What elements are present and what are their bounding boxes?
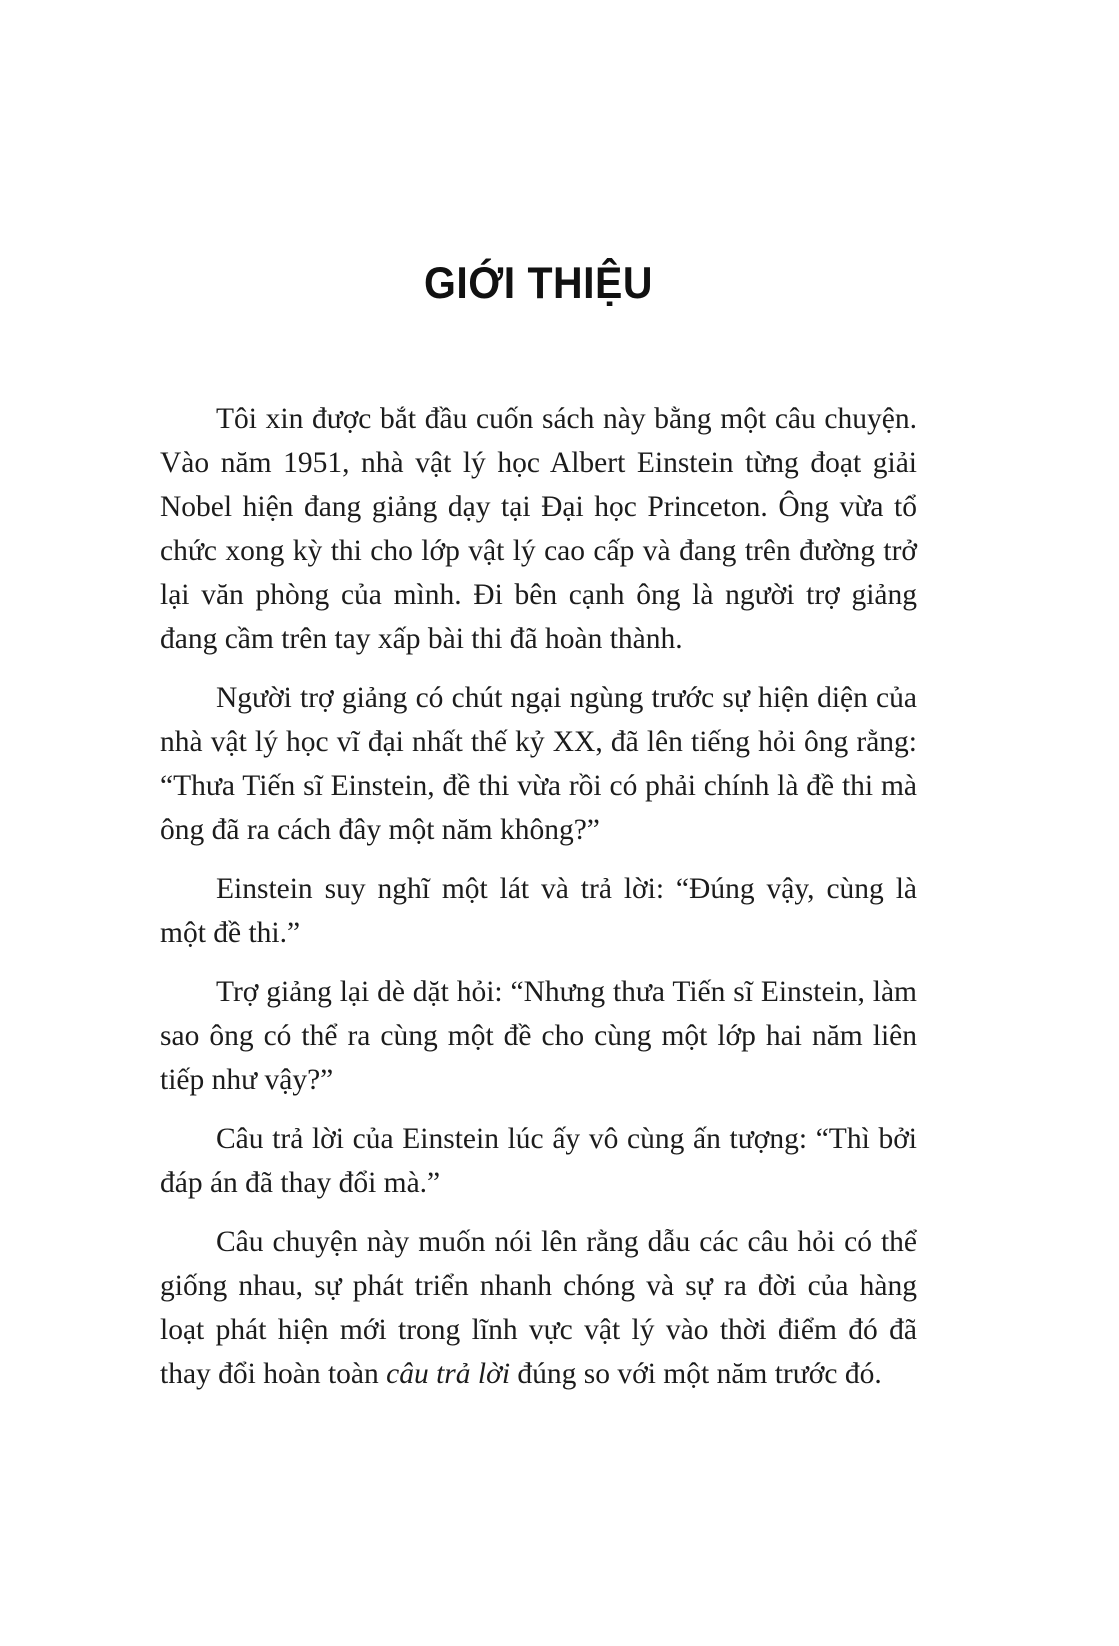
- paragraph-text: Einstein suy nghĩ một lát và trả lời: “Đúng vậy, cùng là một đề thi.”: [160, 873, 917, 949]
- page-title: GIỚI THIỆU: [423, 258, 654, 308]
- paragraph-text-italic: câu trả lời: [386, 1358, 511, 1390]
- paragraph-2: [160, 676, 917, 852]
- paragraph-3: [160, 867, 917, 955]
- paragraph-text: Người trợ giảng có chút ngại ngùng trước sự hiện diện của nhà vật lý học vĩ đại nhất thế kỷ XX, đã lên tiếng hỏi ông rằng: “Thưa Tiến sĩ Einstein, đề thi vừa rồi có phải chính là đề thi mà ông đã ra cách đây một năm không?”: [160, 682, 917, 846]
- paragraph-text: Trợ giảng lại dè dặt hỏi: “Nhưng thưa Tiến sĩ Einstein, làm sao ông có thể ra cùng một đề cho cùng một lớp hai năm liên tiếp như vậy?”: [160, 976, 917, 1096]
- paragraph-text: Câu trả lời của Einstein lúc ấy vô cùng ấn tượng: “Thì bởi đáp án đã thay đổi mà.”: [160, 1123, 917, 1199]
- page-content: [160, 258, 917, 1396]
- paragraph-text: đúng so với một năm trước đó.: [510, 1358, 882, 1390]
- paragraph-1: [160, 397, 917, 661]
- paragraph-text: Câu chuyện này muốn nói lên rằng dẫu các câu hỏi có thể giống nhau, sự phát triển nhanh chóng và sự ra đời của hàng loạt phát hiện mới trong lĩnh vực vật lý vào thời điểm đó đã thay đổi hoàn toàn: [160, 1226, 917, 1390]
- body-text: [160, 397, 917, 1396]
- paragraph-text: Tôi xin được bắt đầu cuốn sách này bằng một câu chuyện. Vào năm 1951, nhà vật lý học Albert Einstein từng đoạt giải Nobel hiện đang giảng dạy tại Đại học Princeton. Ông vừa tổ chức xong kỳ thi cho lớp vật lý cao cấp và đang trên đường trở lại văn phòng của mình. Đi bên cạnh ông là người trợ giảng đang cầm trên tay xấp bài thi đã hoàn thành.: [160, 403, 917, 655]
- paragraph-5: [160, 1117, 917, 1205]
- paragraph-6: [160, 1220, 917, 1396]
- paragraph-4: [160, 970, 917, 1102]
